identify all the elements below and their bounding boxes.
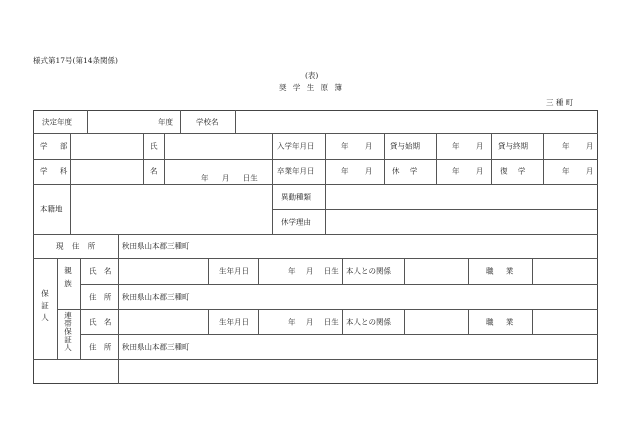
return-value: 年 月 [562,166,594,176]
admission-date-label: 入学年月日 [277,141,315,151]
change-type-label: 異動種類 [281,192,311,202]
loan-start-value: 年 月 [452,141,484,151]
joint-name-label: 氏 名 [89,317,112,327]
graduation-date-value: 年 月 [341,166,373,176]
guarantor-label: 保証人 [41,289,49,322]
leave-label: 休 学 [392,166,418,176]
birth-date-value: 年 月 日生 [201,173,258,183]
loan-end-label: 貸与終期 [498,141,528,151]
graduation-date-label: 卒業年月日 [277,166,315,176]
relative-relation-label: 本人との関係 [346,266,391,276]
year-label: 年度 [158,117,173,127]
relative-address-value: 秋田県山本郡三種町 [122,292,190,302]
loan-end-value: 年 月 [562,141,594,151]
form-side-label: (表) [305,71,319,80]
relative-birthdate-label: 生年月日 [219,266,249,276]
school-name-label: 学校名 [196,117,219,127]
relative-name-label: 氏 名 [89,266,112,276]
subject-label: 学 科 [40,166,73,176]
relative-occupation-label: 職 業 [486,266,514,276]
joint-birthdate-label: 生年月日 [219,317,249,327]
relative-birthdate-value: 年 月 日生 [288,266,339,276]
joint-guarantor-label: 連帯保証人 [64,311,72,352]
return-label: 復 学 [500,166,526,176]
current-address-label: 現 住 所 [56,241,96,251]
loan-start-label: 貸与始期 [390,141,420,151]
joint-address-label: 住 所 [89,342,112,352]
leave-reason-label: 休学理由 [281,217,311,227]
department-label: 学 部 [40,141,73,151]
current-address-value: 秋田県山本郡三種町 [122,241,190,251]
form-number: 様式第17号(第14条関係) [33,56,118,65]
domicile-label: 本籍地 [40,204,63,214]
decision-year-label: 決定年度 [42,117,72,127]
name-label-top: 氏 [150,141,158,151]
joint-birthdate-value: 年 月 日生 [288,317,339,327]
form-title: 奨 学 生 原 簿 [279,83,345,92]
admission-date-value: 年 月 [341,141,373,151]
relative-address-label: 住 所 [89,292,112,302]
leave-value: 年 月 [452,166,484,176]
joint-relation-label: 本人との関係 [346,317,391,327]
town-name: 三 種 町 [546,98,574,107]
joint-address-value: 秋田県山本郡三種町 [122,342,190,352]
joint-occupation-label: 職 業 [486,317,514,327]
name-label-bottom: 名 [150,166,158,176]
relative-label: 親族 [64,266,72,288]
